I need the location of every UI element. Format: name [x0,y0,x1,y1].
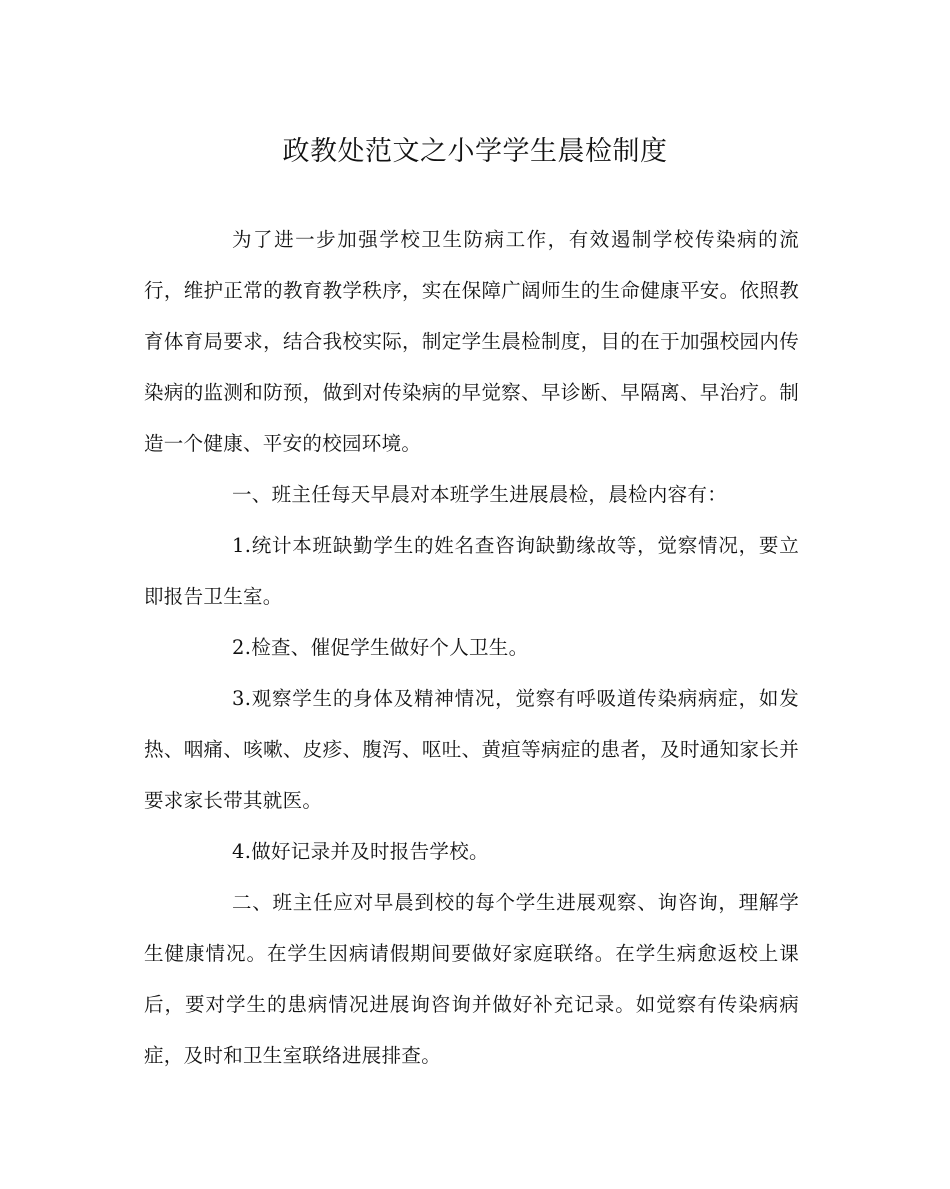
paragraph-item-1: 1.统计本班缺勤学生的姓名查咨询缺勤缘故等，觉察情况，要立即报告卫生室。 [144,534,799,608]
paragraph-intro: 为了进一步加强学校卫生防病工作，有效遏制学校传染病的流行，维护正常的教育教学秩序，实在保障广阔师生的生命健康平安。依照教育体育局要求，结合我校实际，制定学生晨检制度，目的在于加强校园内传染病的监测和防预，做到对传染病的早觉察、早诊断、早隔离、早治疗。制造一个健康、平安的校园环境。 [144,228,799,455]
paragraph-item-3: 3.观察学生的身体及精神情况，觉察有呼吸道传染病病症，如发热、咽痛、咳嗽、皮疹、腹泻、呕吐、黄疸等病症的患者，及时通知家长并要求家长带其就医。 [144,687,799,812]
paragraph-item-2: 2.检查、催促学生做好个人卫生。 [232,636,529,659]
paragraph-section-1: 一、班主任每天早晨对本班学生进展晨检，晨检内容有： [232,483,728,506]
paragraph-section-2: 二、班主任应对早晨到校的每个学生进展观察、询咨询，理解学生健康情况。在学生因病请假期间要做好家庭联络。在学生病愈返校上课后，要对学生的患病情况进展询咨询并做好补充记录。如觉察有传染病病症，及时和卫生室联络进展排查。 [144,891,799,1067]
document-title: 政教处范文之小学学生晨检制度 [282,136,668,167]
document-body [144,214,799,1081]
paragraph-item-4: 4.做好记录并及时报告学校。 [232,840,489,863]
